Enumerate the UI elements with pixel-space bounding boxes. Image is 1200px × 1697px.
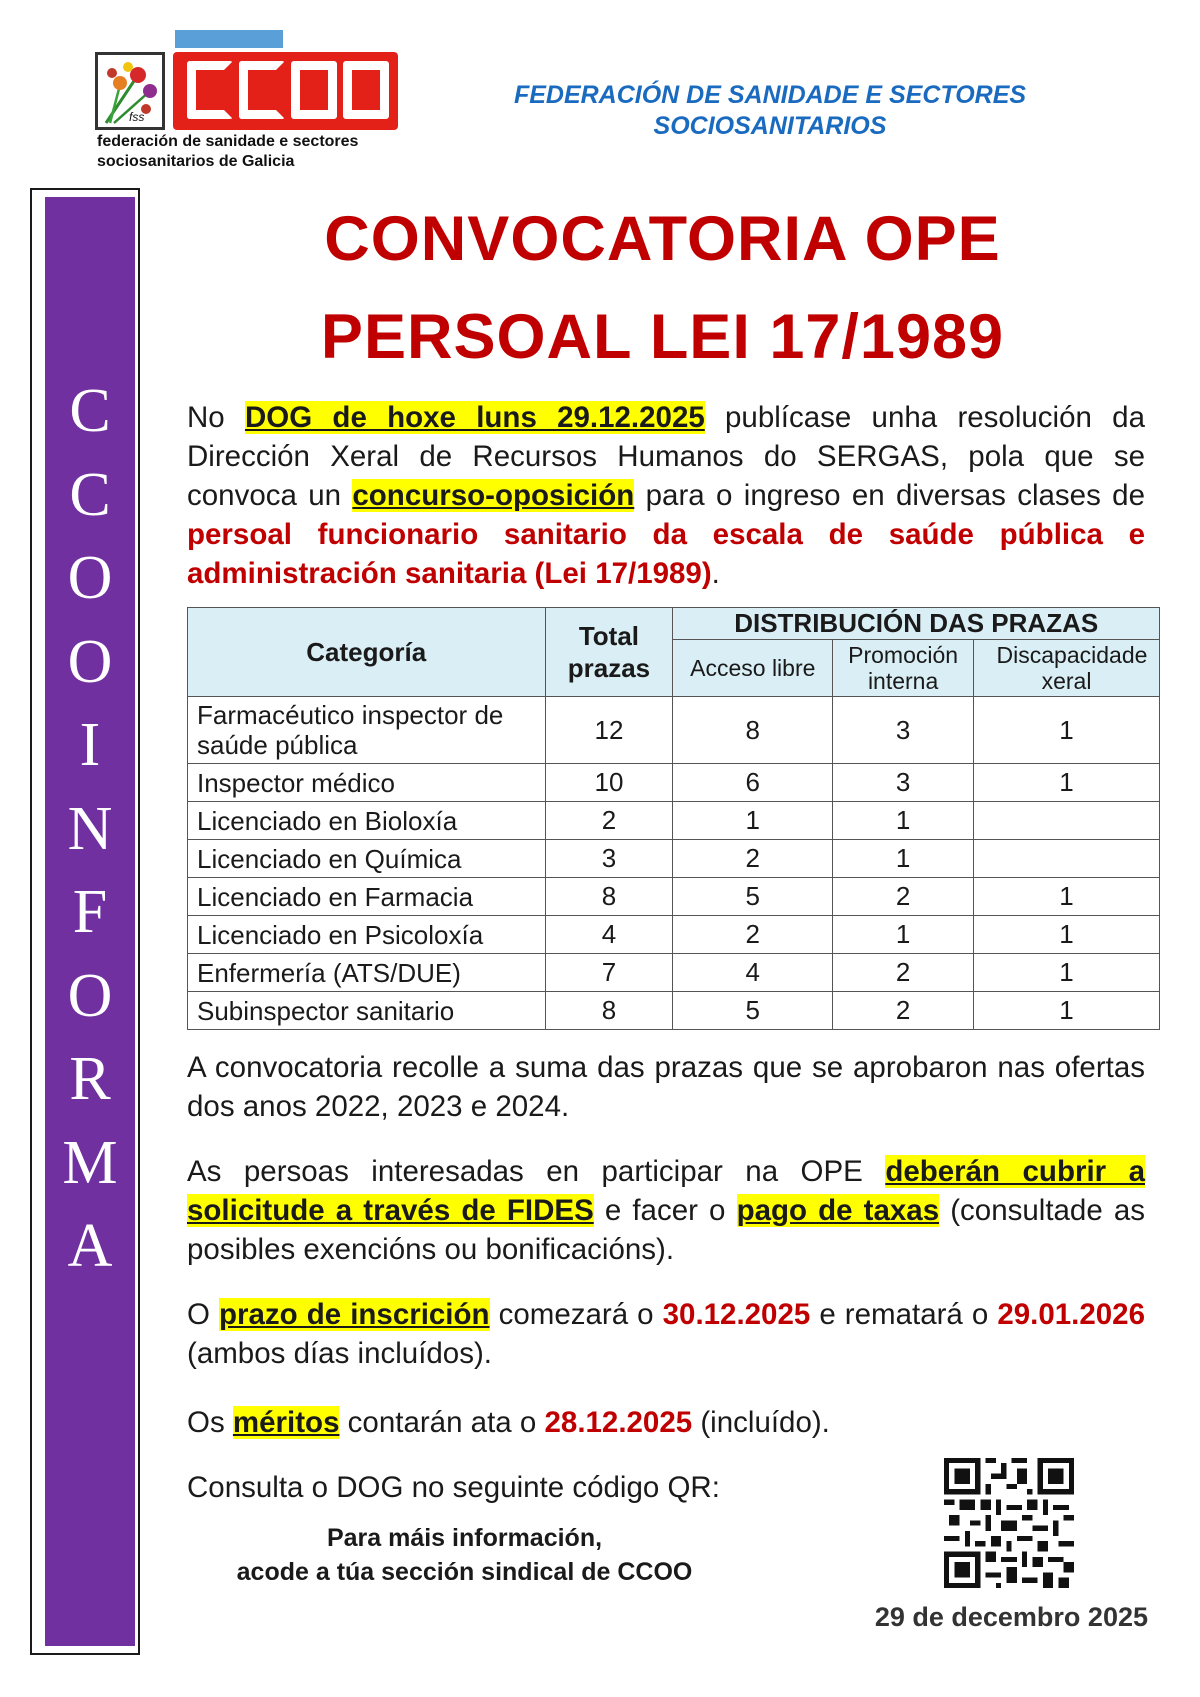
header-promocion [833, 640, 974, 697]
cell-category: Enfermería (ATS/DUE) [188, 954, 546, 992]
cell-total: 4 [545, 916, 673, 954]
merits-text: (incluído). [692, 1406, 830, 1439]
cell-category: Licenciado en Bioloxía [188, 802, 546, 840]
fides-highlight-taxas: pago de taxas [736, 1194, 940, 1227]
qr-caption: Consulta o DOG no seguinte código QR: [187, 1471, 720, 1504]
fides-text: e facer o [593, 1194, 737, 1227]
cell-total: 12 [545, 697, 673, 764]
page-title [190, 190, 1135, 386]
table-row [188, 697, 1160, 764]
cell-promocion: 3 [833, 764, 974, 802]
sidebar-letter: C [69, 377, 111, 445]
sidebar-letter: A [67, 1212, 113, 1280]
deadline-text: (ambos días incluídos). [187, 1337, 492, 1370]
info-line1: Para máis información, [326, 1524, 603, 1552]
cell-category: Farmacéutico inspector de saúde pública [188, 697, 546, 764]
more-info-note [187, 1521, 742, 1589]
sidebar-letter: I [79, 711, 101, 779]
logo-blue-bar [175, 30, 283, 48]
cell-promocion: 2 [833, 992, 974, 1030]
cell-total: 2 [545, 802, 673, 840]
sidebar-letter: N [67, 794, 113, 863]
logo-caption [97, 132, 358, 172]
info-line2: acode a túa sección sindical de CCOO [236, 1558, 693, 1586]
title-line2: PERSOAL LEI 17/1989 [320, 302, 1005, 372]
summary-paragraph: A convocatoria recolle a suma das prazas que se aprobaron nas ofertas dos anos 2022, 2023 e 2024. [187, 1051, 1145, 1123]
intro-text: . [711, 557, 720, 590]
title-line1: CONVOCATORIA OPE [324, 204, 1001, 274]
table-row [188, 992, 1160, 1030]
logo-fss: fss [129, 110, 145, 124]
table-row [188, 802, 1160, 840]
deadline-text: e rematará o [810, 1298, 998, 1331]
sidebar-letter: C [69, 460, 111, 529]
header-promocion-text: Promoción interna [848, 642, 959, 694]
deadline-paragraph [187, 1295, 1145, 1373]
logo-caption-line2: sociosanitarios de Galicia [97, 153, 295, 170]
header-discapacidade [974, 640, 1160, 697]
merits-text: contarán ata o [339, 1406, 545, 1439]
fides-text: As persoas interesadas en participar na OPE [187, 1155, 886, 1188]
cell-discapacidade: 1 [974, 954, 1160, 992]
cell-total: 10 [545, 764, 673, 802]
table-row [188, 954, 1160, 992]
intro-highlight-dog: DOG de hoxe luns 29.12.2025 [244, 401, 705, 434]
header-discapacidade-text: Discapacidade xeral [996, 642, 1148, 694]
cell-libre: 8 [673, 697, 833, 764]
intro-text: No [187, 401, 245, 434]
table-row [188, 878, 1160, 916]
cell-libre: 2 [673, 840, 833, 878]
intro-red-persoal: persoal funcionario sanitario da escala de saúde pública e administración sanitaria (Lei 17/1989) [187, 518, 1145, 590]
publication-date: 29 de decembro 2025 [874, 1602, 1148, 1632]
sidebar-letter: M [62, 1128, 118, 1197]
cell-total: 8 [545, 992, 673, 1030]
qr-code-icon[interactable] [944, 1458, 1074, 1588]
cell-libre: 5 [673, 992, 833, 1030]
cell-total: 8 [545, 878, 673, 916]
cell-discapacidade: 1 [974, 878, 1160, 916]
cell-libre: 2 [673, 916, 833, 954]
fides-text: (consultade as posibles exencións ou bonificacións). [187, 1194, 1146, 1266]
cell-discapacidade [974, 802, 1160, 840]
cell-discapacidade: 1 [974, 697, 1160, 764]
deadline-text: O [187, 1298, 219, 1331]
prazas-table [187, 607, 1160, 1030]
cell-category: Licenciado en Química [188, 840, 546, 878]
cell-category: Licenciado en Psicoloxía [188, 916, 546, 954]
table-row [188, 916, 1160, 954]
table-row [188, 764, 1160, 802]
cell-category: Subinspector sanitario [188, 992, 546, 1030]
intro-highlight-concurso: concurso-oposición [352, 479, 635, 512]
table-row [188, 840, 1160, 878]
federation-line2: SOCIOSANITARIOS [653, 112, 887, 140]
cell-promocion: 1 [833, 802, 974, 840]
cell-libre: 4 [673, 954, 833, 992]
fides-highlight-solicitude: deberán cubrir a solicitude a través de FIDES [187, 1155, 1145, 1227]
cell-promocion: 3 [833, 697, 974, 764]
header-total-text: Total prazas [567, 621, 651, 683]
ccoo-logo [95, 30, 415, 170]
cell-discapacidade: 1 [974, 916, 1160, 954]
cell-discapacidade: 1 [974, 764, 1160, 802]
sidebar-letter: O [67, 961, 113, 1030]
cell-promocion: 2 [833, 954, 974, 992]
sidebar-letter: O [67, 544, 113, 612]
intro-text: para o ingreso en diversas clases de [634, 479, 1145, 512]
header-category: Categoría [188, 608, 546, 697]
header-total [545, 608, 673, 697]
deadline-text: comezará o [489, 1298, 663, 1331]
merits-text: Os [187, 1406, 233, 1439]
cell-total: 3 [545, 840, 673, 878]
deadline-start-date: 30.12.2025 [662, 1298, 811, 1331]
merits-highlight: méritos [232, 1406, 340, 1439]
cell-promocion: 2 [833, 878, 974, 916]
sidebar-letter: O [67, 627, 113, 696]
cell-discapacidade: 1 [974, 992, 1160, 1030]
cell-libre: 5 [673, 878, 833, 916]
intro-text: publícase unha resolución da Dirección Xeral de Recursos Humanos do SERGAS, pola que se convoca un [187, 401, 1145, 512]
header-libre: Acceso libre [673, 640, 833, 697]
cell-category: Inspector médico [188, 764, 546, 802]
logo-caption-line1: federación de sanidade e sectores [97, 133, 359, 150]
cell-libre: 1 [673, 802, 833, 840]
header-distribution: DISTRIBUCIÓN DAS PRAZAS [673, 608, 1160, 640]
cell-total: 7 [545, 954, 673, 992]
intro-paragraph [187, 398, 1145, 593]
deadline-highlight-prazo: prazo de inscrición [219, 1298, 490, 1331]
cell-discapacidade [974, 840, 1160, 878]
fides-paragraph [187, 1152, 1145, 1269]
federation-heading [470, 80, 1070, 142]
cell-promocion: 1 [833, 916, 974, 954]
sidebar-letter: R [69, 1045, 111, 1113]
cell-promocion: 1 [833, 840, 974, 878]
merits-date: 28.12.2025 [544, 1406, 693, 1439]
federation-line1: FEDERACIÓN DE SANIDADE E SECTORES [513, 81, 1027, 109]
ccoo-wordmark [173, 52, 398, 130]
sidebar-ccoo-informa [45, 370, 135, 1289]
cell-category: Licenciado en Farmacia [188, 878, 546, 916]
sidebar-letter: F [72, 878, 108, 946]
cell-libre: 6 [673, 764, 833, 802]
merits-paragraph [187, 1403, 1145, 1442]
deadline-end-date: 29.01.2026 [997, 1298, 1145, 1331]
